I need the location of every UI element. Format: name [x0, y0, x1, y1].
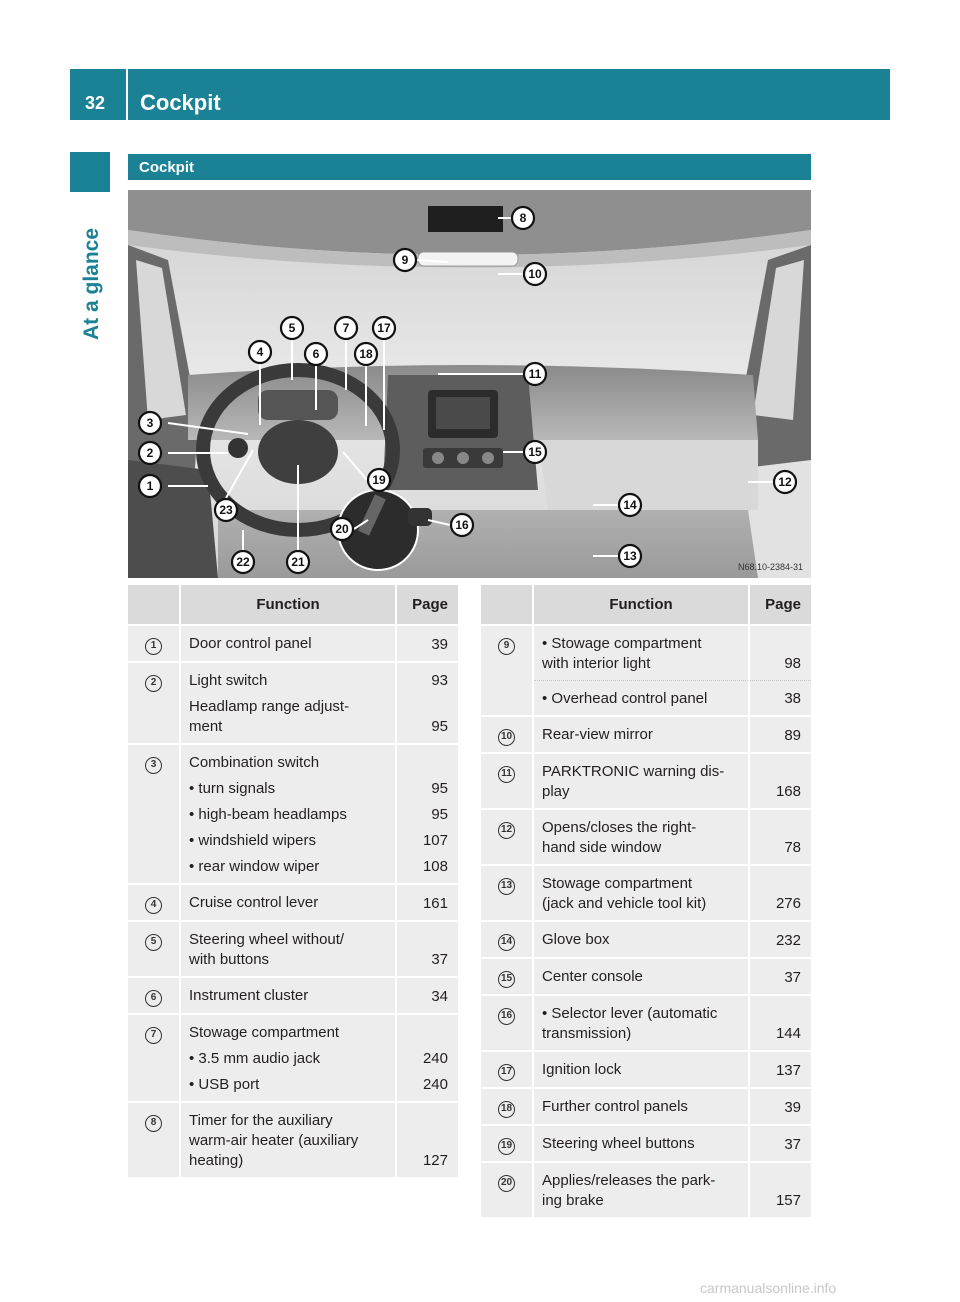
item-number-badge: 7	[145, 1027, 162, 1044]
function-column-header: Function	[533, 585, 749, 625]
table-row	[481, 716, 811, 753]
svg-text:16: 16	[455, 518, 469, 532]
item-number-badge: 16	[498, 1008, 515, 1025]
item-number-badge: 3	[145, 757, 162, 774]
table-row	[481, 809, 811, 865]
bullet-text: • Selector lever (automatic	[542, 1005, 718, 1022]
svg-text:22: 22	[236, 555, 250, 569]
function-table-left	[128, 585, 458, 1177]
page-ref: 34	[396, 977, 458, 1014]
function-text: Combination switch	[189, 754, 320, 771]
page-ref: 37	[749, 958, 811, 995]
svg-text:18: 18	[359, 347, 373, 361]
page-ref: 89	[749, 716, 811, 753]
svg-text:21: 21	[291, 555, 305, 569]
page-ref: 37	[396, 921, 458, 977]
function-text: ing brake	[542, 1192, 604, 1209]
item-number-badge: 5	[145, 934, 162, 951]
bullet-text: • USB port	[189, 1076, 260, 1093]
header-divider	[126, 69, 128, 120]
page-column-header: Page	[749, 585, 811, 625]
figure-code: N68.10-2384-31	[738, 562, 804, 572]
svg-text:4: 4	[256, 345, 264, 359]
item-number-badge: 8	[145, 1115, 162, 1132]
page-ref: 37	[749, 1125, 811, 1162]
function-text: warm-air heater (auxiliary	[189, 1132, 359, 1149]
function-text: Timer for the auxiliary	[189, 1112, 333, 1129]
function-text: Stowage compartment	[542, 875, 693, 892]
table-row	[128, 1102, 458, 1177]
page-ref: 93	[431, 672, 448, 689]
table-row	[481, 958, 811, 995]
function-text: Stowage compartment	[189, 1024, 340, 1041]
function-text: Light switch	[189, 672, 268, 689]
table-row	[128, 884, 458, 921]
function-text: Opens/closes the right-	[542, 819, 697, 836]
page-ref: 137	[749, 1051, 811, 1088]
svg-text:3: 3	[146, 416, 154, 430]
page-ref: 39	[396, 625, 458, 662]
cockpit-illustration	[128, 190, 811, 578]
item-number-badge: 6	[145, 990, 162, 1007]
svg-text:15: 15	[528, 445, 542, 459]
item-number-badge: 19	[498, 1138, 515, 1155]
item-number-badge: 2	[145, 675, 162, 692]
item-number-badge: 4	[145, 897, 162, 914]
function-text: heating)	[189, 1152, 244, 1169]
function-text: (jack and vehicle tool kit)	[542, 895, 707, 912]
item-number-badge: 9	[498, 638, 515, 655]
function-text: Center console	[533, 958, 749, 995]
function-table-right	[481, 585, 811, 1217]
bullet-text: with interior light	[542, 655, 651, 672]
page-ref: 240	[422, 1050, 448, 1067]
function-text: PARKTRONIC warning dis-	[542, 763, 725, 780]
page-ref: 157	[749, 1162, 811, 1217]
svg-text:7: 7	[342, 321, 350, 335]
svg-text:2: 2	[146, 446, 154, 460]
chapter-title: Cockpit	[140, 90, 221, 115]
page-header	[70, 69, 890, 120]
page-ref: 240	[422, 1076, 448, 1093]
section-title: Cockpit	[139, 159, 195, 176]
function-text: Further control panels	[533, 1088, 749, 1125]
bullet-text: transmission)	[542, 1025, 632, 1042]
function-text: Steering wheel without/	[189, 931, 345, 948]
function-text: Steering wheel buttons	[533, 1125, 749, 1162]
page-ref: 276	[749, 865, 811, 921]
table-header-row	[128, 585, 458, 625]
bullet-text: • windshield wipers	[189, 832, 316, 849]
svg-text:10: 10	[528, 267, 542, 281]
page-ref: 107	[422, 832, 448, 849]
function-text: Door control panel	[180, 625, 396, 662]
svg-text:13: 13	[623, 549, 637, 563]
bullet-text: • Overhead control panel	[533, 681, 749, 717]
svg-text:9: 9	[401, 253, 409, 267]
table-row	[481, 753, 811, 809]
table-row	[481, 995, 811, 1051]
svg-text:11: 11	[528, 367, 542, 381]
item-number-badge: 11	[498, 766, 515, 783]
bullet-text: • 3.5 mm audio jack	[189, 1050, 321, 1067]
svg-text:5: 5	[288, 321, 296, 335]
table-row	[128, 744, 458, 884]
page-column-header: Page	[396, 585, 458, 625]
watermark-footer: carmanualsonline.info	[700, 1280, 837, 1296]
table-row	[128, 662, 458, 744]
bullet-text: • high-beam headlamps	[189, 806, 347, 823]
function-text: Instrument cluster	[180, 977, 396, 1014]
function-text: with buttons	[189, 951, 270, 968]
page-ref: 144	[749, 995, 811, 1051]
page-ref: 108	[422, 858, 448, 875]
bullet-text: • turn signals	[189, 780, 276, 797]
function-text: Rear-view mirror	[533, 716, 749, 753]
function-text: Glove box	[533, 921, 749, 958]
item-number-badge: 17	[498, 1064, 515, 1081]
function-column-header: Function	[180, 585, 396, 625]
table-row	[481, 1088, 811, 1125]
page-number: 32	[85, 93, 106, 113]
table-row	[481, 865, 811, 921]
table-row	[128, 921, 458, 977]
side-tab-marker	[70, 152, 110, 192]
svg-text:6: 6	[312, 347, 320, 361]
table-header-row	[481, 585, 811, 625]
svg-text:8: 8	[519, 211, 527, 225]
item-number-badge: 20	[498, 1175, 515, 1192]
table-row	[128, 625, 458, 662]
table-row	[481, 1051, 811, 1088]
svg-text:19: 19	[372, 473, 386, 487]
svg-text:1: 1	[146, 479, 154, 493]
function-text: ment	[189, 718, 223, 735]
svg-text:20: 20	[335, 522, 349, 536]
page-ref: 95	[431, 780, 448, 797]
function-text: play	[542, 783, 570, 800]
item-number-badge: 14	[498, 934, 515, 951]
item-number-badge: 15	[498, 971, 515, 988]
svg-text:23: 23	[219, 503, 233, 517]
page-ref: 161	[396, 884, 458, 921]
table-row	[128, 1014, 458, 1102]
page-ref: 95	[431, 718, 448, 735]
function-text: Headlamp range adjust-	[189, 698, 350, 715]
bullet-text: • rear window wiper	[189, 858, 320, 875]
page-ref: 95	[431, 806, 448, 823]
page-ref: 98	[749, 625, 811, 681]
function-text: Cruise control lever	[180, 884, 396, 921]
table-row	[481, 625, 811, 681]
item-number-badge: 1	[145, 638, 162, 655]
page-ref: 39	[749, 1088, 811, 1125]
page-ref: 78	[749, 809, 811, 865]
page-ref: 127	[396, 1102, 458, 1177]
bullet-text: • Stowage compartment	[542, 635, 702, 652]
function-text: hand side window	[542, 839, 662, 856]
svg-text:12: 12	[778, 475, 792, 489]
side-section-label: At a glance	[80, 227, 103, 340]
table-row	[481, 921, 811, 958]
item-number-badge: 13	[498, 878, 515, 895]
page-ref: 232	[749, 921, 811, 958]
item-number-badge: 12	[498, 822, 515, 839]
item-number-badge: 10	[498, 729, 515, 746]
function-text: Applies/releases the park-	[542, 1172, 716, 1189]
svg-text:14: 14	[623, 498, 637, 512]
svg-text:17: 17	[377, 321, 391, 335]
table-row	[128, 977, 458, 1014]
section-title-bar	[128, 154, 811, 180]
table-row	[481, 1162, 811, 1217]
table-row	[481, 1125, 811, 1162]
page-ref: 38	[749, 681, 811, 717]
item-number-badge: 18	[498, 1101, 515, 1118]
function-text: Ignition lock	[533, 1051, 749, 1088]
page-ref: 168	[749, 753, 811, 809]
